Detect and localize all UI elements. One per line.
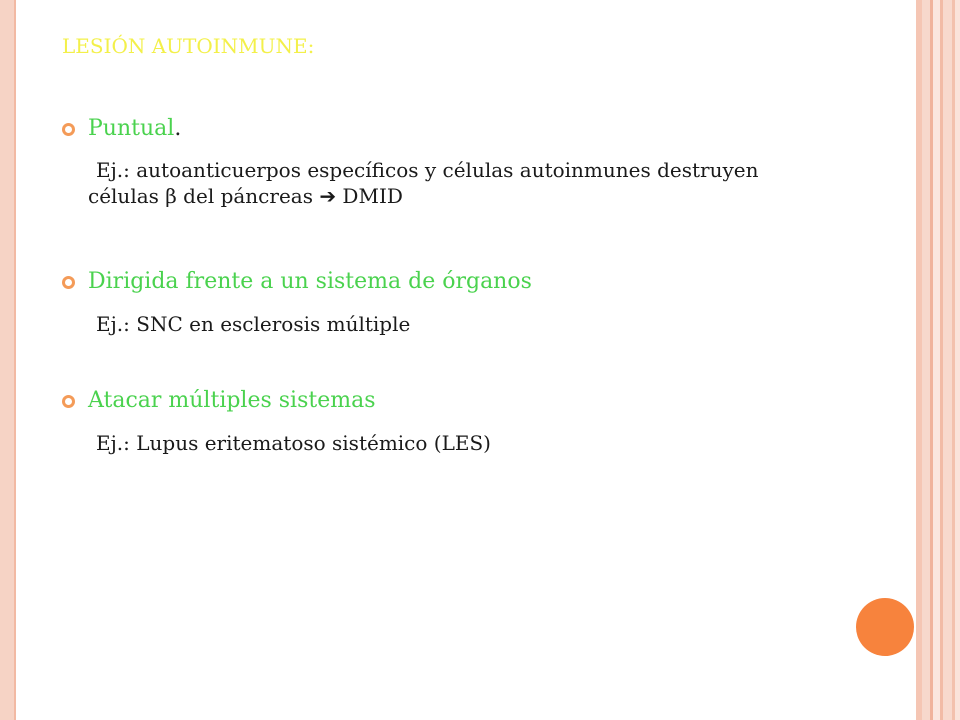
example-line: Ej.: SNC en esclerosis múltiple [96,312,411,336]
bullet-example [88,430,918,456]
right-border-decoration [922,0,960,720]
example-line: células β del páncreas ➔ DMID [88,184,403,208]
example-line: Ej.: autoanticuerpos específicos y células autoinmunes destruyen [96,158,759,182]
slide-title: LESIÓN AUTOINMUNE: [62,34,315,58]
bullet-item-multiples-sistemas [62,386,376,416]
bullet-ring-icon [62,395,75,408]
bullet-heading-suffix: . [174,116,182,141]
bullet-ring-icon [62,276,75,289]
bullet-example [88,157,918,209]
bullet-heading [88,114,181,144]
bullet-heading: Atacar múltiples sistemas [88,388,376,413]
bullet-ring-icon [62,123,75,136]
bullet-heading-text: Puntual [88,116,175,141]
example-line: Ej.: Lupus eritematoso sistémico (LES) [96,431,491,455]
bullet-example [88,311,918,337]
orange-circle-decoration [856,598,914,656]
bullet-heading: Dirigida frente a un sistema de órganos [88,269,532,294]
bullet-item-sistema-organos [62,267,532,297]
bullet-item-puntual [62,114,181,144]
left-border-decoration [0,0,16,720]
